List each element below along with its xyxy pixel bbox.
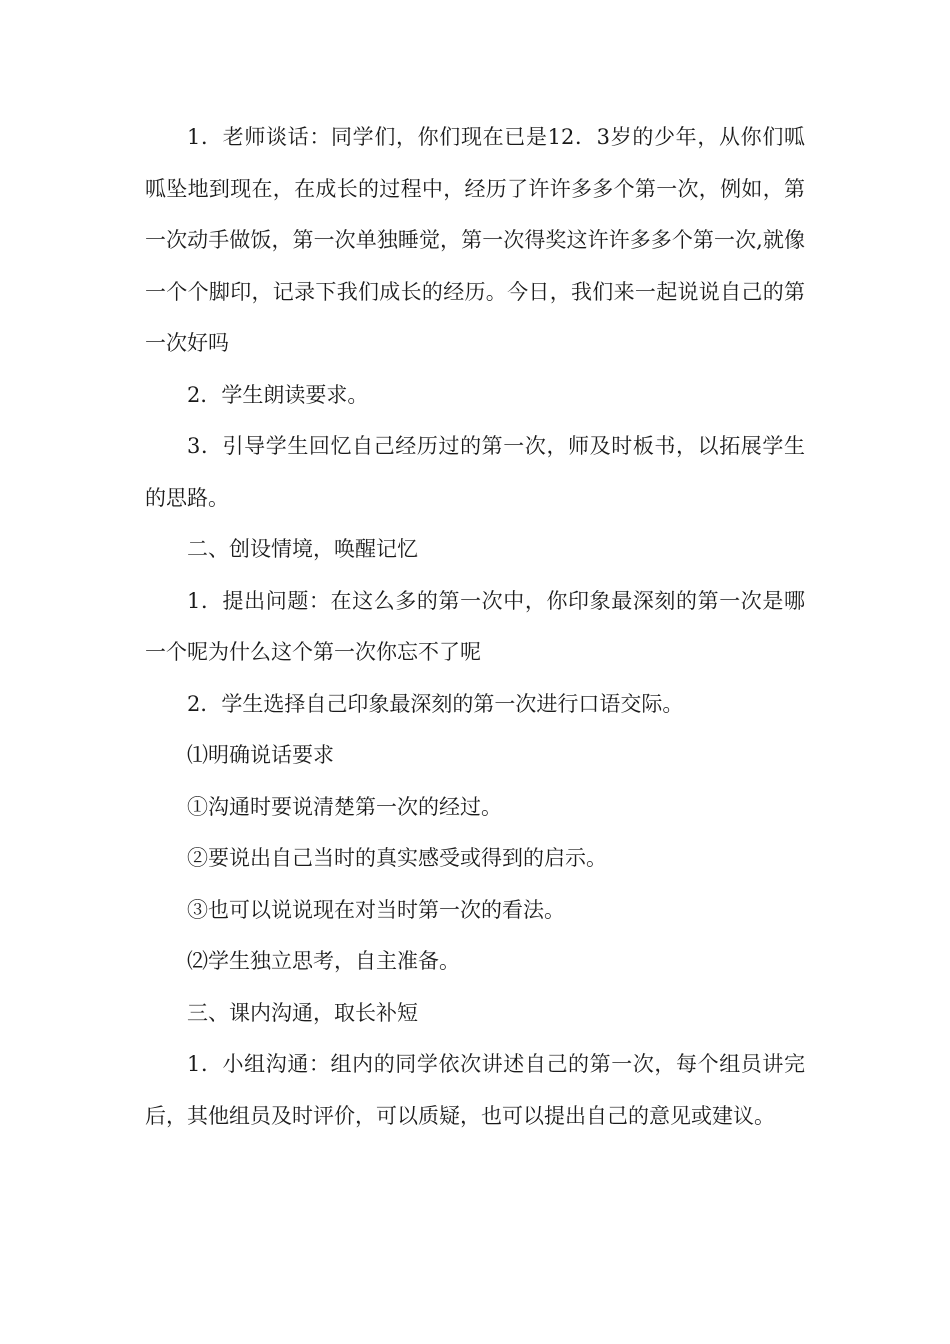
paragraph-speaking-requirements: ⑴明确说话要求 (187, 743, 334, 767)
paragraph-recall-guide: 3．引导学生回忆自己经历过的第一次，师及时板书，以拓展学生的思路。 (145, 434, 805, 510)
section-heading-two: 二、创设情境，唤醒记忆 (187, 537, 418, 561)
paragraph-question: 1．提出问题：在这么多的第一次中，你印象最深刻的第一次是哪一个呢为什么这个第一次你忘不了呢 (145, 588, 805, 664)
document-body (145, 112, 805, 1142)
paragraph-read-requirements: 2．学生朗读要求。 (187, 382, 369, 407)
requirement-item-2: ②要说出自己当时的真实感受或得到的启示。 (187, 846, 607, 870)
paragraph-group-communication: 1．小组沟通：组内的同学依次讲述自己的第一次，每个组员讲完后，其他组员及时评价，可以质疑，也可以提出自己的意见或建议。 (145, 1052, 805, 1128)
paragraph-oral-communication: 2．学生选择自己印象最深刻的第一次进行口语交际。 (187, 691, 684, 716)
section-heading-three: 三、课内沟通，取长补短 (187, 1000, 418, 1025)
requirement-item-1: ①沟通时要说清楚第一次的经过。 (187, 794, 502, 819)
paragraph-independent-thinking: ⑵学生独立思考，自主准备。 (187, 949, 460, 973)
paragraph-intro-talk: 1．老师谈话：同学们，你们现在已是12．3岁的少年，从你们呱呱坠地到现在，在成长的过程中，经历了许许多多个第一次，例如，第一次动手做饭，第一次单独睡觉，第一次得奖这许许多多个第一次,就像一个个脚印，记录下我们成长的经历。今日，我们来一起说说自己的第一次好吗 (145, 125, 805, 355)
requirement-item-3: ③也可以说说现在对当时第一次的看法。 (187, 897, 565, 922)
